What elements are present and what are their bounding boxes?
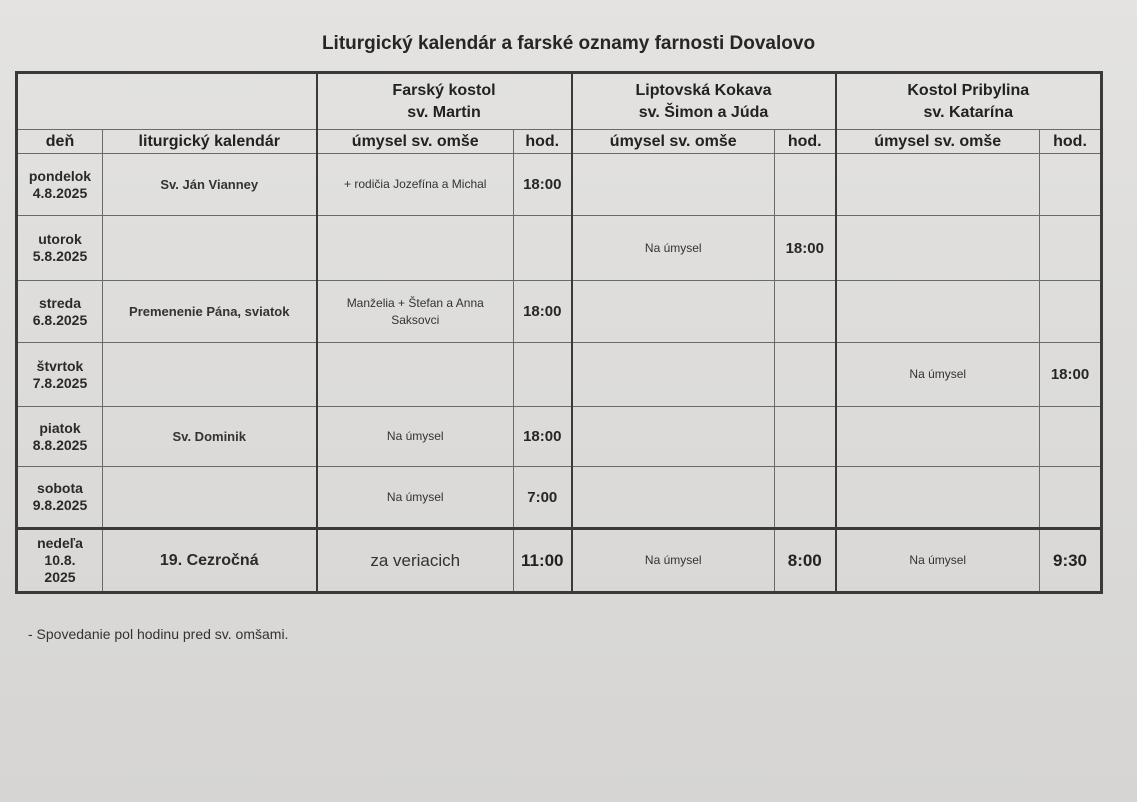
day-year: 2025 bbox=[44, 569, 76, 585]
intention-cell: Na úmysel bbox=[836, 343, 1040, 407]
intention-cell bbox=[836, 407, 1040, 467]
church-header-martin bbox=[317, 73, 572, 130]
day-name: streda bbox=[38, 294, 82, 311]
table-row bbox=[17, 407, 1102, 467]
header-hour: hod. bbox=[514, 130, 572, 154]
hour-cell bbox=[775, 407, 836, 467]
intention-cell: za veriacich bbox=[317, 529, 514, 593]
day-cell bbox=[17, 529, 103, 593]
church-header-row bbox=[17, 73, 1102, 130]
church-patron: sv. Martin bbox=[407, 103, 481, 121]
feast-cell bbox=[103, 216, 317, 281]
day-date: 6.8.2025 bbox=[32, 311, 88, 328]
hour-cell bbox=[514, 343, 572, 407]
day-cell bbox=[17, 281, 103, 343]
intention-cell: Manželia + Štefan a Anna Saksovci bbox=[317, 281, 514, 343]
empty-header-cell bbox=[17, 73, 317, 130]
day-date: 4.8.2025 bbox=[32, 184, 88, 201]
hour-cell: 9:30 bbox=[1040, 529, 1102, 593]
hour-cell bbox=[514, 216, 572, 281]
day-date: 7.8.2025 bbox=[32, 374, 88, 391]
day-name: štvrtok bbox=[36, 357, 84, 374]
hour-cell: 18:00 bbox=[514, 407, 572, 467]
intention-cell bbox=[836, 467, 1040, 529]
header-intention: úmysel sv. omše bbox=[572, 130, 775, 154]
feast-cell bbox=[103, 467, 317, 529]
hour-cell bbox=[1040, 154, 1102, 216]
day-name: utorok bbox=[38, 231, 82, 247]
intention-cell bbox=[836, 281, 1040, 343]
church-patron: sv. Katarína bbox=[923, 103, 1014, 121]
church-header-pribylina bbox=[836, 73, 1102, 130]
day-cell bbox=[17, 343, 103, 407]
church-header-kokava bbox=[572, 73, 836, 130]
hour-cell: 18:00 bbox=[775, 216, 836, 281]
table-row bbox=[17, 343, 1102, 407]
table-row bbox=[17, 467, 1102, 529]
hour-cell bbox=[775, 467, 836, 529]
page-title: Liturgický kalendár a farské oznamy farnosti Dovalovo bbox=[321, 33, 816, 54]
intention-cell: Na úmysel bbox=[836, 529, 1040, 593]
header-hour: hod. bbox=[1040, 130, 1102, 154]
feast-cell: Sv. Dominik bbox=[103, 407, 317, 467]
day-date: 8.8.2025 bbox=[32, 436, 88, 453]
hour-cell: 18:00 bbox=[514, 281, 572, 343]
hour-cell bbox=[1040, 216, 1102, 281]
hour-cell bbox=[775, 154, 836, 216]
hour-cell bbox=[1040, 467, 1102, 529]
church-name: Liptovská Kokava bbox=[635, 81, 772, 99]
day-cell bbox=[17, 216, 103, 281]
header-day: deň bbox=[17, 130, 103, 154]
hour-cell: 11:00 bbox=[514, 529, 572, 593]
table-row bbox=[17, 281, 1102, 343]
church-name: Kostol Pribylina bbox=[907, 81, 1030, 99]
day-date: 5.8.2025 bbox=[32, 248, 88, 264]
church-name: Farský kostol bbox=[392, 81, 496, 99]
intention-cell bbox=[572, 407, 775, 467]
intention-cell bbox=[572, 281, 775, 343]
day-name: sobota bbox=[37, 480, 83, 496]
day-cell bbox=[17, 154, 103, 216]
hour-cell: 18:00 bbox=[514, 154, 572, 216]
hour-cell bbox=[775, 343, 836, 407]
feast-cell: Premenenie Pána, sviatok bbox=[103, 281, 317, 343]
table-row bbox=[17, 154, 1102, 216]
column-header-row bbox=[17, 130, 1102, 154]
intention-cell: Na úmysel bbox=[572, 216, 775, 281]
intention-cell bbox=[572, 467, 775, 529]
intention-cell bbox=[572, 343, 775, 407]
feast-cell bbox=[103, 343, 317, 407]
intention-cell: Na úmysel bbox=[572, 529, 775, 593]
intention-cell bbox=[836, 154, 1040, 216]
intention-cell bbox=[317, 216, 514, 281]
hour-cell bbox=[775, 281, 836, 343]
header-intention: úmysel sv. omše bbox=[317, 130, 514, 154]
day-name: nedeľa bbox=[37, 535, 83, 551]
day-cell bbox=[17, 467, 103, 529]
hour-cell bbox=[1040, 407, 1102, 467]
day-name: pondelok bbox=[28, 167, 92, 184]
hour-cell: 8:00 bbox=[775, 529, 836, 593]
day-date: 10.8. bbox=[44, 552, 76, 568]
day-date: 9.8.2025 bbox=[32, 497, 88, 513]
intention-cell bbox=[317, 343, 514, 407]
hour-cell bbox=[1040, 281, 1102, 343]
intention-cell: + rodičia Jozefína a Michal bbox=[317, 154, 514, 216]
intention-cell: Na úmysel bbox=[317, 467, 514, 529]
sunday-row bbox=[17, 529, 1102, 593]
church-patron: sv. Šimon a Júda bbox=[638, 103, 769, 121]
header-hour: hod. bbox=[775, 130, 836, 154]
feast-cell: Sv. Ján Vianney bbox=[103, 154, 317, 216]
intention-cell: Na úmysel bbox=[317, 407, 514, 467]
day-cell bbox=[17, 407, 103, 467]
table-row bbox=[17, 216, 1102, 281]
feast-cell: 19. Cezročná bbox=[103, 529, 317, 593]
header-intention: úmysel sv. omše bbox=[836, 130, 1040, 154]
confession-note: - Spovedanie pol hodinu pred sv. omšami. bbox=[28, 626, 289, 642]
day-name: piatok bbox=[39, 419, 81, 436]
intention-cell bbox=[836, 216, 1040, 281]
hour-cell: 7:00 bbox=[514, 467, 572, 529]
hour-cell: 18:00 bbox=[1040, 343, 1102, 407]
liturgical-calendar-table bbox=[15, 71, 1103, 594]
intention-cell bbox=[572, 154, 775, 216]
header-calendar: liturgický kalendár bbox=[103, 130, 317, 154]
